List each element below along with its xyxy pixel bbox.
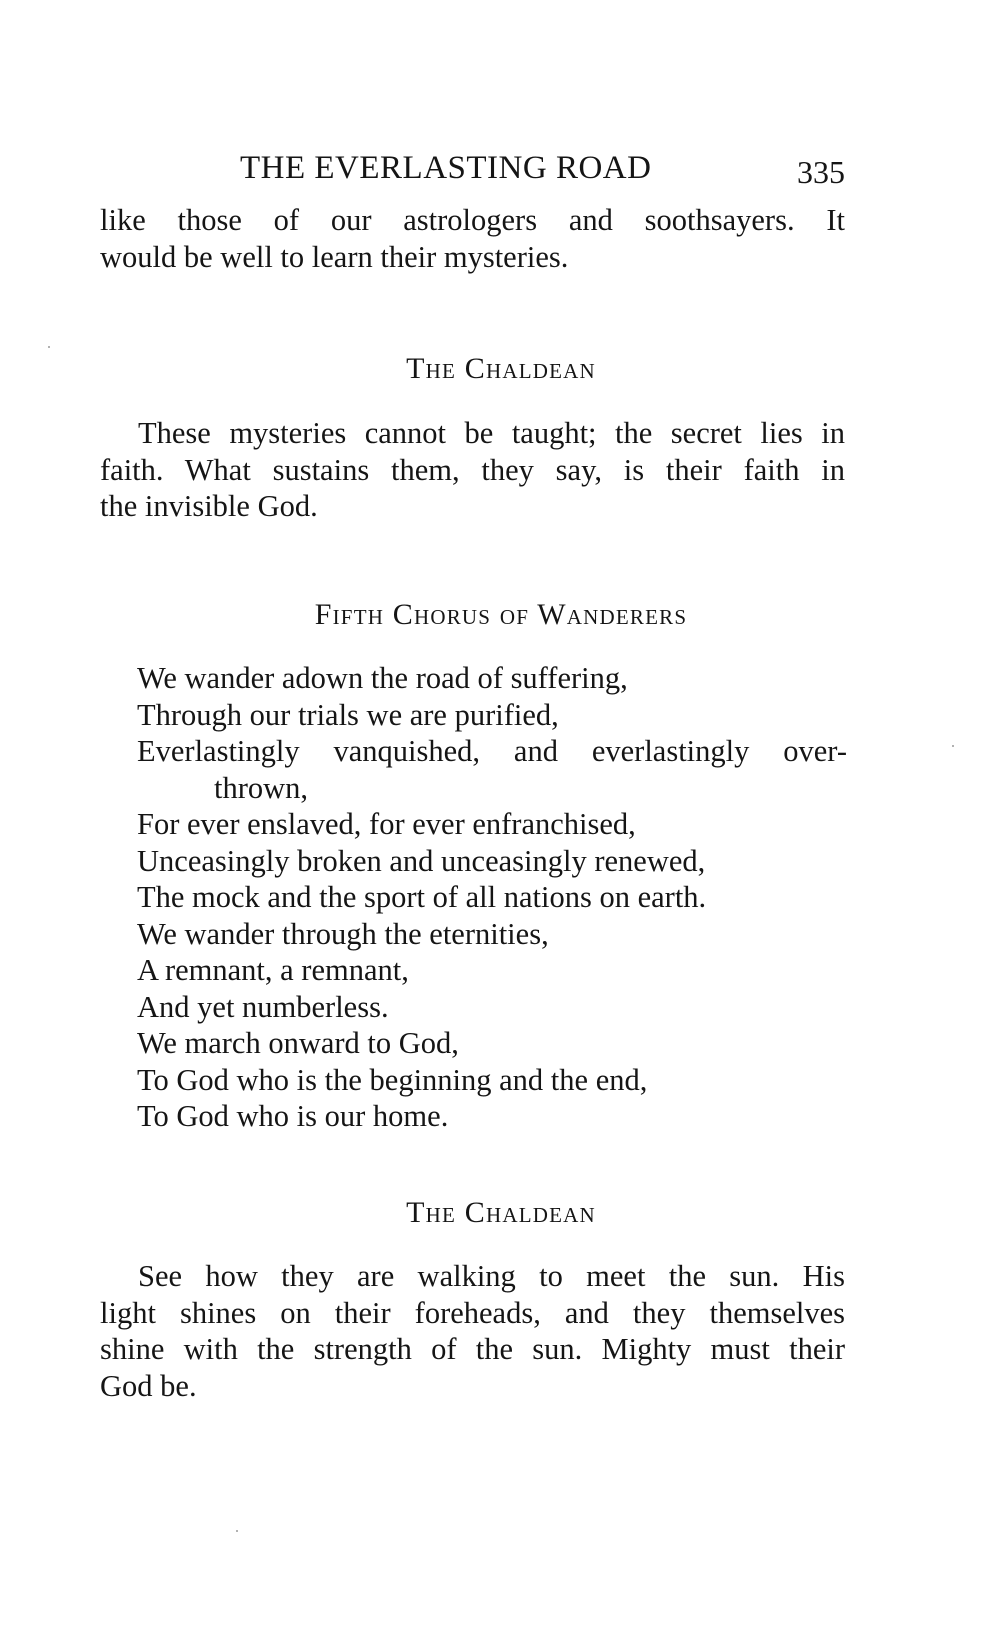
- verse-line: We wander adown the road of suffering,: [137, 661, 628, 695]
- paragraph-line: God be.: [100, 1368, 197, 1403]
- verse-line: We wander through the eternities,: [137, 916, 549, 951]
- verse-line: We march onward to God,: [137, 1026, 459, 1060]
- paragraph-line: would be well to learn their mysteries.: [100, 239, 569, 274]
- verse-line-turnover: thrown,: [214, 770, 309, 805]
- scan-speck: [48, 346, 50, 348]
- verse-line: For ever enslaved, for ever enfranchised,: [137, 807, 636, 841]
- verse-line: Everlastingly vanquished, and everlastingly over-: [137, 734, 847, 768]
- verse-line: And yet numberless.: [137, 989, 389, 1024]
- page-number: 335: [797, 154, 845, 190]
- verse-line: Through our trials we are purified,: [137, 697, 559, 732]
- speaker-heading-chaldean-2: The Chaldean: [406, 1196, 596, 1229]
- verse-line: To God who is the beginning and the end,: [137, 1062, 648, 1097]
- paragraph-line: See how they are walking to meet the sun. His: [138, 1259, 845, 1293]
- paragraph-line: shine with the strength of the sun. Mighty must their: [100, 1332, 845, 1366]
- scan-speck: [952, 745, 954, 747]
- running-title: THE EVERLASTING ROAD: [240, 150, 652, 186]
- paragraph-line: light shines on their foreheads, and they themselves: [100, 1295, 845, 1330]
- running-head: [100, 150, 845, 190]
- opening-paragraph: [100, 202, 845, 275]
- chaldean-speech-1: [100, 415, 845, 525]
- speaker-heading-chaldean-1: The Chaldean: [406, 352, 596, 385]
- scan-speck: [236, 1530, 238, 1532]
- paragraph-line: the invisible God.: [100, 489, 318, 523]
- chorus-verse: [137, 660, 847, 1135]
- verse-line: Unceasingly broken and unceasingly renewed,: [137, 843, 706, 878]
- paragraph-line: faith. What sustains them, they say, is their faith in: [100, 452, 845, 487]
- verse-line: To God who is our home.: [137, 1099, 449, 1133]
- paragraph-line: These mysteries cannot be taught; the secret lies in: [138, 416, 845, 450]
- verse-line: A remnant, a remnant,: [137, 953, 409, 987]
- speaker-heading-chorus: Fifth Chorus of Wanderers: [314, 598, 688, 631]
- paragraph-line: like those of our astrologers and soothsayers. It: [100, 203, 845, 237]
- chaldean-speech-2: [100, 1258, 845, 1404]
- verse-line: The mock and the sport of all nations on earth.: [137, 880, 707, 914]
